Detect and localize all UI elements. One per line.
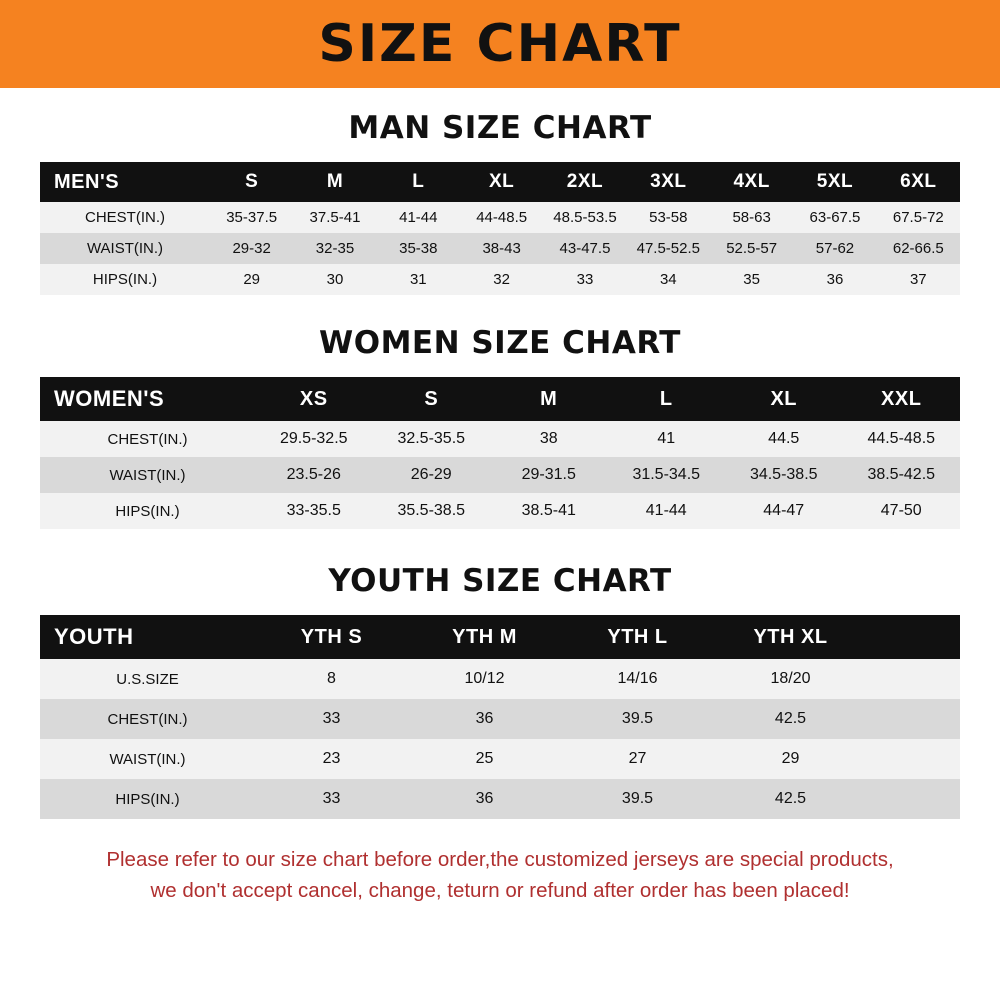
man-cell: 36 — [826, 271, 844, 288]
man-cell: 47.5-52.5 — [636, 240, 700, 257]
youth-header-row — [40, 615, 960, 659]
women-cell: 38 — [539, 430, 558, 447]
man-size-table — [40, 162, 960, 295]
table-row — [40, 421, 960, 457]
women-cell: 32.5-35.5 — [397, 430, 466, 447]
footer-note-line2: we don't accept cancel, change, teturn or refund after order has been placed! — [150, 878, 850, 902]
table-row — [40, 493, 960, 529]
youth-cell-spacer — [867, 739, 960, 779]
man-cell: 30 — [326, 271, 344, 288]
youth-cell: 14/16 — [617, 670, 658, 687]
man-cell: 57-62 — [815, 240, 855, 257]
man-cell: 35-37.5 — [226, 209, 278, 226]
youth-cell: 29 — [781, 750, 800, 767]
man-cell: 33 — [576, 271, 594, 288]
women-header-row — [40, 377, 960, 421]
women-cell: 47-50 — [880, 502, 922, 519]
women-table-head — [40, 377, 960, 421]
women-cell: 31.5-34.5 — [632, 466, 701, 483]
man-col-header: L — [412, 171, 425, 192]
women-cell: 38.5-41 — [521, 502, 576, 519]
man-cell: 37 — [909, 271, 927, 288]
youth-corner-label: YOUTH — [54, 624, 134, 649]
table-row — [40, 659, 960, 699]
man-cell: 43-47.5 — [559, 240, 611, 257]
man-section-title: MAN SIZE CHART — [348, 110, 652, 146]
man-cell: 34 — [659, 271, 677, 288]
man-size-section — [0, 110, 1000, 295]
women-cell: 41-44 — [645, 502, 687, 519]
women-cell: 38.5-42.5 — [867, 466, 936, 483]
youth-cell: 10/12 — [464, 670, 505, 687]
man-cell: 41-44 — [399, 209, 438, 226]
women-section-title: WOMEN SIZE CHART — [319, 325, 681, 361]
man-cell: 52.5-57 — [726, 240, 778, 257]
women-col-header: M — [540, 387, 558, 410]
man-cell: 38-43 — [482, 240, 521, 257]
youth-cell: 23 — [322, 750, 341, 767]
man-header-row — [40, 162, 960, 202]
women-col-header: XS — [299, 387, 328, 410]
man-col-header: 4XL — [733, 171, 770, 192]
women-cell: 44.5 — [768, 430, 800, 447]
youth-cell: 33 — [322, 790, 341, 807]
youth-cell: 33 — [322, 710, 341, 727]
man-cell: 44-48.5 — [476, 209, 528, 226]
women-size-table — [40, 377, 960, 529]
man-cell: 31 — [409, 271, 427, 288]
youth-cell: 25 — [475, 750, 494, 767]
man-cell: 53-58 — [649, 209, 688, 226]
table-row — [40, 699, 960, 739]
women-row-label: WAIST(IN.) — [109, 466, 186, 484]
man-cell: 35 — [743, 271, 760, 288]
youth-table-head — [40, 615, 960, 659]
man-cell: 58-63 — [732, 209, 771, 226]
table-row — [40, 739, 960, 779]
man-cell: 32-35 — [315, 240, 355, 257]
women-corner-label: WOMEN'S — [54, 386, 165, 411]
youth-cell: 39.5 — [621, 710, 654, 727]
man-row-label: CHEST(IN.) — [85, 209, 165, 226]
youth-cell-spacer — [867, 779, 960, 819]
footer-note — [25, 845, 975, 907]
page-title: SIZE CHART — [318, 14, 682, 74]
women-col-header: XXL — [881, 387, 922, 410]
table-row — [40, 779, 960, 819]
man-col-header: 6XL — [900, 171, 937, 192]
youth-col-header: YTH S — [300, 625, 363, 648]
man-cell: 37.5-41 — [309, 209, 361, 226]
youth-size-table — [40, 615, 960, 819]
man-cell: 63-67.5 — [809, 209, 861, 226]
table-row — [40, 202, 960, 233]
women-cell: 34.5-38.5 — [749, 466, 818, 483]
youth-col-header-spacer — [867, 615, 960, 659]
man-cell: 32 — [493, 271, 510, 288]
man-cell: 67.5-72 — [892, 209, 944, 226]
women-size-section — [0, 325, 1000, 529]
women-row-label: CHEST(IN.) — [107, 430, 188, 448]
youth-cell-spacer — [867, 659, 960, 699]
man-corner-label: MEN'S — [54, 170, 120, 193]
table-row — [40, 264, 960, 295]
women-cell: 26-29 — [410, 466, 452, 483]
women-cell: 44.5-48.5 — [867, 430, 936, 447]
man-row-label: HIPS(IN.) — [92, 271, 158, 288]
footer-note-line1: Please refer to our size chart before order,the customized jerseys are special products, — [106, 848, 894, 871]
youth-cell: 36 — [475, 790, 494, 807]
youth-cell: 42.5 — [774, 790, 807, 807]
table-row — [40, 233, 960, 264]
youth-cell: 27 — [628, 750, 647, 767]
youth-size-section — [0, 563, 1000, 819]
youth-col-header: YTH M — [452, 625, 517, 648]
women-cell: 29.5-32.5 — [279, 430, 348, 447]
man-cell: 48.5-53.5 — [553, 209, 617, 226]
women-cell: 33-35.5 — [286, 502, 341, 519]
women-table-body — [40, 421, 960, 529]
man-cell: 29 — [243, 271, 260, 288]
man-col-header: 2XL — [566, 171, 604, 192]
man-col-header: 3XL — [650, 171, 687, 192]
man-cell: 29-32 — [232, 240, 271, 257]
man-col-header: M — [326, 171, 344, 192]
youth-cell: 8 — [327, 670, 336, 687]
youth-col-header: YTH XL — [753, 625, 828, 648]
man-cell: 62-66.5 — [892, 240, 944, 257]
youth-row-label: CHEST(IN.) — [107, 710, 188, 728]
women-col-header: L — [659, 387, 673, 410]
women-cell: 23.5-26 — [286, 466, 341, 483]
youth-table-body — [40, 659, 960, 819]
man-table-head — [40, 162, 960, 202]
women-row-label: HIPS(IN.) — [115, 502, 180, 520]
page-banner — [0, 0, 1000, 88]
youth-cell: 36 — [475, 710, 494, 727]
youth-row-label: WAIST(IN.) — [109, 750, 186, 768]
youth-section-title: YOUTH SIZE CHART — [328, 563, 672, 599]
women-cell: 35.5-38.5 — [397, 502, 466, 519]
man-col-header: 5XL — [816, 171, 854, 192]
man-col-header: S — [245, 171, 259, 192]
women-col-header: S — [424, 387, 439, 410]
youth-cell-spacer — [867, 699, 960, 739]
youth-col-header: YTH L — [607, 625, 668, 648]
table-row — [40, 457, 960, 493]
youth-cell: 39.5 — [621, 790, 654, 807]
women-cell: 41 — [657, 430, 676, 447]
women-cell: 29-31.5 — [521, 466, 576, 483]
women-col-header: XL — [770, 387, 798, 410]
man-cell: 35-38 — [399, 240, 438, 257]
man-table-body — [40, 202, 960, 295]
youth-cell: 42.5 — [774, 710, 807, 727]
youth-row-label: HIPS(IN.) — [115, 790, 180, 808]
man-row-label: WAIST(IN.) — [86, 240, 164, 257]
youth-cell: 18/20 — [770, 670, 811, 687]
man-col-header: XL — [489, 171, 515, 192]
women-cell: 44-47 — [763, 502, 805, 519]
youth-row-label: U.S.SIZE — [116, 670, 179, 688]
